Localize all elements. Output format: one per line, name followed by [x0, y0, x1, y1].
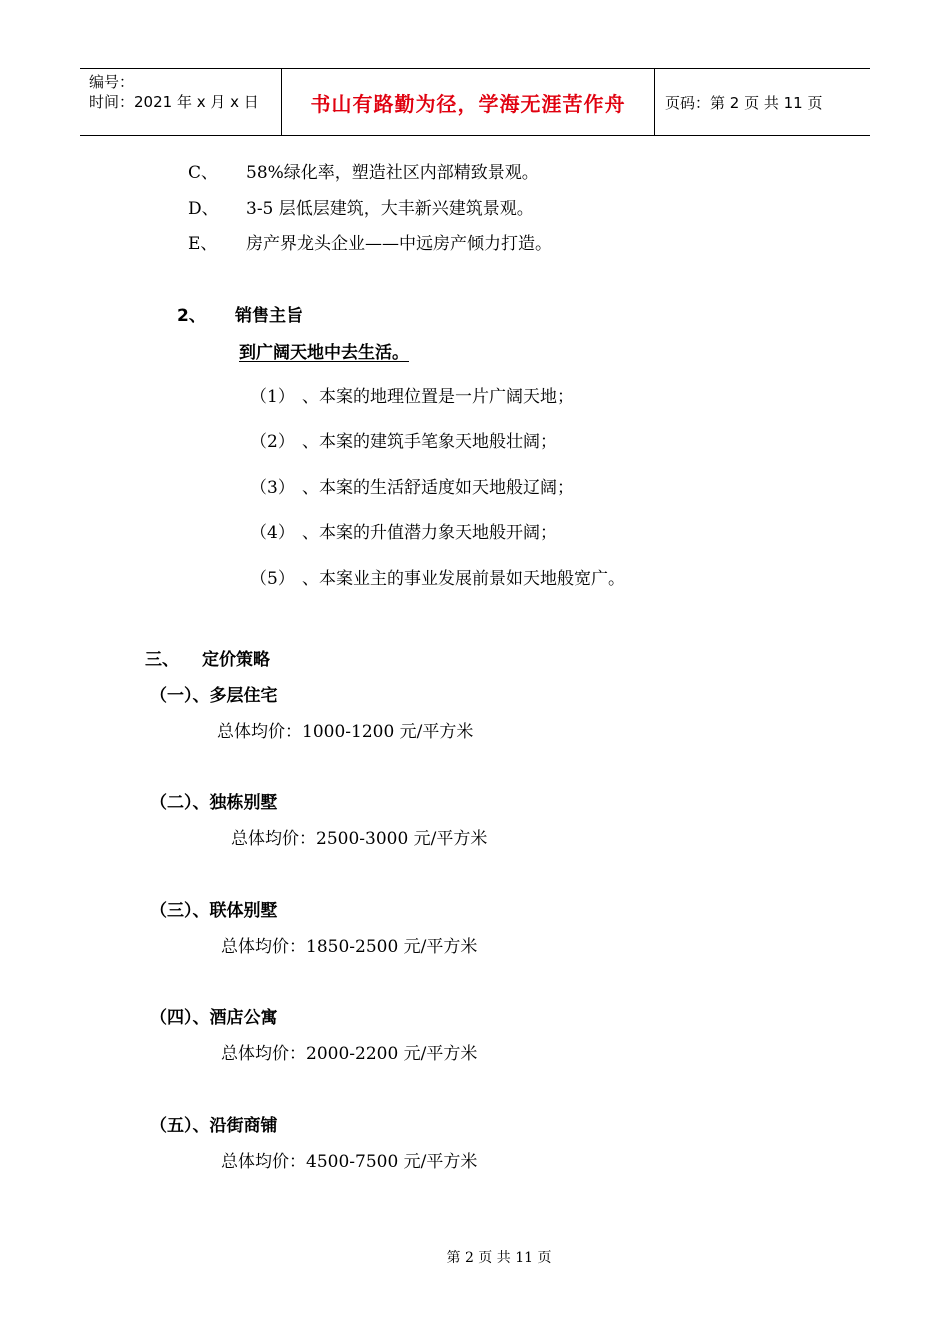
pricing-title: 定价策略	[202, 650, 270, 670]
pricing-item-price: 总体均价：2500-3000 元/平方米	[231, 829, 488, 849]
feature-item	[188, 233, 552, 255]
sales-point	[250, 431, 557, 453]
sales-point	[250, 477, 574, 499]
point-text: 、本案的生活舒适度如天地般辽阔；	[302, 478, 574, 498]
page-footer: 第 2 页 共 11 页	[446, 1250, 552, 1266]
sales-point	[250, 522, 557, 544]
point-text: 、本案业主的事业发展前景如天地般宽广。	[302, 569, 625, 589]
pricing-item-heading: （四）、酒店公寓	[150, 1008, 278, 1028]
feature-mark: D、	[188, 199, 219, 219]
pricing-item-price: 总体均价：4500-7500 元/平方米	[221, 1152, 478, 1172]
point-mark: （5）	[250, 569, 295, 589]
point-text: 、本案的升值潜力象天地般开阔；	[302, 523, 557, 543]
pricing-item-heading: （五）、沿街商铺	[150, 1116, 278, 1136]
header-page-info: 页码：第 2 页 共 11 页	[665, 93, 823, 112]
pricing-item-heading: （二）、独栋别墅	[150, 793, 278, 813]
sales-title: 销售主旨	[235, 306, 303, 326]
document-time-label: 时间：2021 年 x 月 x 日	[89, 93, 259, 111]
feature-mark: C、	[188, 163, 219, 183]
point-mark: （4）	[250, 523, 295, 543]
sales-point	[250, 568, 625, 590]
feature-text: 房产界龙头企业——中远房产倾力打造。	[246, 234, 552, 254]
pricing-heading	[145, 649, 270, 671]
point-mark: （3）	[250, 478, 295, 498]
header-meta	[80, 69, 282, 135]
feature-text: 58%绿化率，塑造社区内部精致景观。	[246, 163, 539, 183]
pricing-item-heading: （一）、多层住宅	[150, 686, 278, 706]
header-motto: 书山有路勤为径，学海无涯苦作舟	[282, 69, 655, 135]
point-text: 、本案的地理位置是一片广阔天地；	[302, 387, 574, 407]
feature-mark: E、	[188, 234, 218, 254]
point-text: 、本案的建筑手笔象天地般壮阔；	[302, 432, 557, 452]
feature-text: 3-5 层低层建筑，大丰新兴建筑景观。	[246, 199, 534, 219]
sales-point	[250, 386, 574, 408]
sales-heading	[177, 305, 303, 327]
pricing-item-price: 总体均价：1000-1200 元/平方米	[217, 722, 474, 742]
document-number-label: 编号：	[89, 73, 135, 91]
pricing-item-heading: （三）、联体别墅	[150, 901, 278, 921]
point-mark: （2）	[250, 432, 295, 452]
page-header	[80, 68, 870, 136]
sales-slogan: 到广阔天地中去生活。	[239, 343, 409, 363]
point-mark: （1）	[250, 387, 295, 407]
pricing-item-price: 总体均价：2000-2200 元/平方米	[221, 1044, 478, 1064]
feature-item	[188, 198, 534, 220]
pricing-item-price: 总体均价：1850-2500 元/平方米	[221, 937, 478, 957]
feature-item	[188, 162, 539, 184]
pricing-number: 三、	[145, 650, 179, 670]
sales-number: 2、	[177, 306, 206, 326]
